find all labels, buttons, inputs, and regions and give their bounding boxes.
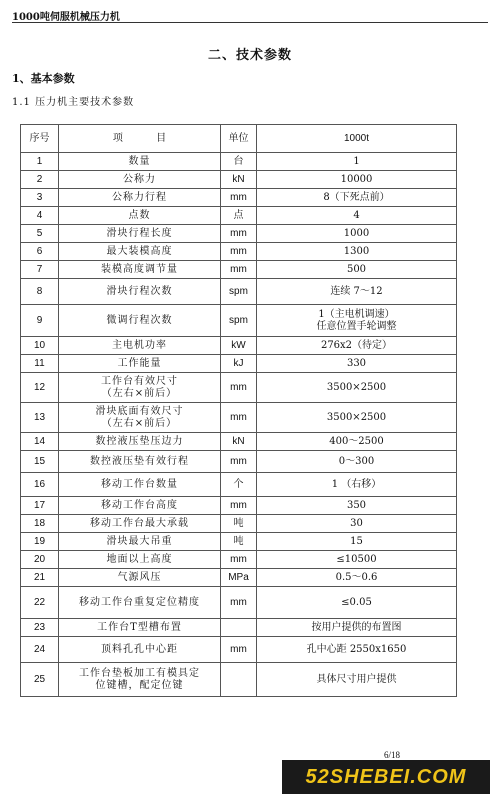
row-unit: 点: [221, 207, 257, 225]
row-value: [257, 337, 457, 355]
row-value-line: 3500×2500: [326, 411, 387, 423]
row-unit: kJ: [221, 355, 257, 373]
row-item: [59, 515, 221, 533]
row-item-line: 滑块行程长度: [106, 227, 173, 239]
row-index: 21: [21, 569, 59, 587]
row-unit: mm: [221, 189, 257, 207]
row-index: 9: [21, 305, 59, 337]
table-row: [21, 663, 457, 697]
table-row: [21, 619, 457, 637]
table-row: [21, 403, 457, 433]
row-item-line: 微调行程次数: [106, 314, 173, 326]
table-row: [21, 243, 457, 261]
table-row: [21, 207, 457, 225]
row-item-line: 工作台垫板加工有模具定: [79, 667, 200, 679]
row-value-line: 孔中心距 2550x1650: [306, 643, 407, 655]
row-value: [257, 171, 457, 189]
row-value: [257, 619, 457, 637]
row-unit: 吨: [221, 533, 257, 551]
table-row: [21, 533, 457, 551]
table-row: [21, 551, 457, 569]
row-value-line: 350: [346, 499, 367, 511]
row-item-line: 主电机功率: [112, 339, 167, 351]
row-item: [59, 261, 221, 279]
row-unit: mm: [221, 261, 257, 279]
row-value-line: 3500×2500: [326, 381, 387, 393]
row-item-line: 气源风压: [117, 571, 162, 583]
row-index: 24: [21, 637, 59, 663]
row-item-line: 数控液压垫有效行程: [90, 455, 189, 467]
row-unit: kN: [221, 171, 257, 189]
row-value-line: ≤0.05: [341, 596, 372, 608]
row-unit: [221, 663, 257, 697]
row-item-line: 点数: [128, 209, 151, 221]
row-value: [257, 403, 457, 433]
row-item: [59, 305, 221, 337]
row-item: [59, 473, 221, 497]
table-row: [21, 473, 457, 497]
row-value: [257, 663, 457, 697]
row-index: 2: [21, 171, 59, 189]
page-number: 6/18: [384, 750, 401, 760]
row-index: 12: [21, 373, 59, 403]
table-row: [21, 225, 457, 243]
header-unit: 单位: [221, 125, 257, 153]
row-item-line: 最大装模高度: [106, 245, 173, 257]
row-item-line: 地面以上高度: [106, 553, 173, 565]
row-value-line: 276x2（待定）: [320, 339, 393, 351]
row-item: [59, 189, 221, 207]
row-index: 6: [21, 243, 59, 261]
row-index: 1: [21, 153, 59, 171]
row-item-line: 滑块最大吊重: [106, 535, 173, 547]
row-item: [59, 433, 221, 451]
row-unit: mm: [221, 637, 257, 663]
table-row: [21, 451, 457, 473]
row-item: [59, 225, 221, 243]
row-value: [257, 451, 457, 473]
row-item-line: 装模高度调节量: [101, 263, 178, 275]
row-unit: [221, 619, 257, 637]
row-value: [257, 355, 457, 373]
table-header-row: [21, 125, 457, 153]
row-value-line: 按用户提供的布置图: [311, 621, 402, 633]
row-unit: mm: [221, 403, 257, 433]
table-row: [21, 153, 457, 171]
row-value: [257, 261, 457, 279]
row-unit: mm: [221, 373, 257, 403]
row-unit: 个: [221, 473, 257, 497]
row-item-line-2: （左右×前后）: [101, 417, 178, 429]
row-index: 19: [21, 533, 59, 551]
row-value: [257, 637, 457, 663]
row-value-line: 8（下死点前）: [323, 191, 390, 203]
row-item-line: 公称力: [123, 173, 156, 185]
row-value: [257, 551, 457, 569]
row-item: [59, 551, 221, 569]
table-row: [21, 261, 457, 279]
row-value-line: 连续 7～12: [330, 285, 383, 297]
row-index: 13: [21, 403, 59, 433]
row-value-line: 10000: [340, 173, 373, 185]
row-index: 4: [21, 207, 59, 225]
row-value-line: 具体尺寸用户提供: [316, 673, 397, 685]
row-item-line: 滑块底面有效尺寸: [95, 405, 184, 417]
row-value-line: 500: [346, 263, 367, 275]
row-unit: MPa: [221, 569, 257, 587]
row-value-line: 400～2500: [329, 435, 384, 447]
row-unit: mm: [221, 451, 257, 473]
table-row: [21, 569, 457, 587]
table-row: [21, 587, 457, 619]
row-value: [257, 515, 457, 533]
row-value-line: 1000: [343, 227, 370, 239]
row-unit: 台: [221, 153, 257, 171]
row-unit: mm: [221, 243, 257, 261]
row-index: 22: [21, 587, 59, 619]
row-value-line: 1（主电机调速）: [318, 308, 395, 320]
row-value-line: 1: [353, 155, 360, 167]
row-item-line: 顶料孔孔中心距: [101, 643, 178, 655]
row-item-line-2: （左右×前后）: [101, 387, 178, 399]
row-value: [257, 473, 457, 497]
row-index: 11: [21, 355, 59, 373]
row-unit: kN: [221, 433, 257, 451]
row-item-line: 公称力行程: [112, 191, 167, 203]
row-item-line: 工作台有效尺寸: [101, 375, 178, 387]
row-item: [59, 171, 221, 189]
row-item: [59, 243, 221, 261]
row-item-line: 数控液压垫压边力: [95, 435, 184, 447]
row-index: 5: [21, 225, 59, 243]
header-value: 1000t: [257, 125, 457, 153]
row-unit: mm: [221, 225, 257, 243]
row-index: 23: [21, 619, 59, 637]
row-item-line: 工作台T型槽布置: [97, 621, 182, 633]
row-value: [257, 225, 457, 243]
row-index: 25: [21, 663, 59, 697]
row-index: 3: [21, 189, 59, 207]
row-index: 20: [21, 551, 59, 569]
row-value: [257, 243, 457, 261]
table-row: [21, 279, 457, 305]
row-value-line: 4: [353, 209, 360, 221]
document-header: [12, 8, 488, 23]
row-item-line: 移动工作台最大承载: [90, 517, 189, 529]
watermark-logo: 52SHEBEI.COM: [282, 760, 490, 794]
row-item: [59, 337, 221, 355]
row-item-line: 移动工作台重复定位精度: [79, 596, 200, 608]
table-row: [21, 637, 457, 663]
row-value: [257, 373, 457, 403]
row-value-line: 1 （右移）: [331, 478, 382, 490]
row-index: 17: [21, 497, 59, 515]
row-item: [59, 587, 221, 619]
row-item: [59, 619, 221, 637]
sub-sub-title: 1.1 压力机主要技术参数: [12, 97, 135, 108]
row-unit: mm: [221, 497, 257, 515]
row-unit: spm: [221, 279, 257, 305]
row-value: [257, 207, 457, 225]
row-index: 14: [21, 433, 59, 451]
row-item: [59, 637, 221, 663]
row-value: [257, 587, 457, 619]
row-index: 8: [21, 279, 59, 305]
row-item: [59, 497, 221, 515]
table-row: [21, 337, 457, 355]
row-index: 18: [21, 515, 59, 533]
row-unit: mm: [221, 587, 257, 619]
table-row: [21, 189, 457, 207]
row-item-line: 移动工作台数量: [101, 478, 178, 490]
row-item-line: 数量: [128, 155, 151, 167]
row-unit: spm: [221, 305, 257, 337]
section-title: 二、技术参数: [207, 48, 292, 63]
row-value: [257, 153, 457, 171]
row-item: [59, 663, 221, 697]
document-header-title: 1000吨伺服机械压力机: [12, 12, 120, 23]
row-value-line: 0～300: [338, 455, 375, 467]
row-unit: kW: [221, 337, 257, 355]
row-value: [257, 433, 457, 451]
row-value: [257, 497, 457, 515]
row-item: [59, 403, 221, 433]
row-value-line-2: 任意位置手轮调整: [316, 320, 397, 332]
row-value-line: 30: [350, 517, 363, 529]
row-unit: mm: [221, 551, 257, 569]
table-row: [21, 497, 457, 515]
row-item: [59, 355, 221, 373]
row-item-line: 移动工作台高度: [101, 499, 178, 511]
header-index: 序号: [21, 125, 59, 153]
row-value: [257, 533, 457, 551]
row-item-line: 滑块行程次数: [106, 285, 173, 297]
row-item: [59, 451, 221, 473]
row-item: [59, 207, 221, 225]
technical-parameters-table: [20, 124, 457, 697]
row-index: 15: [21, 451, 59, 473]
table-row: [21, 355, 457, 373]
row-item: [59, 569, 221, 587]
row-index: 16: [21, 473, 59, 497]
table-row: [21, 305, 457, 337]
row-value-line: 15: [350, 535, 363, 547]
row-item-line-2: 位键槽，配定位键: [95, 679, 184, 691]
row-value: [257, 305, 457, 337]
row-item: [59, 153, 221, 171]
header-item: 项 目: [59, 125, 221, 153]
row-value: [257, 569, 457, 587]
row-value-line: 0.5～0.6: [335, 571, 378, 583]
row-index: 10: [21, 337, 59, 355]
table-row: [21, 515, 457, 533]
row-value-line: 330: [346, 357, 367, 369]
row-item-line: 工作能量: [117, 357, 162, 369]
row-item: [59, 279, 221, 305]
row-index: 7: [21, 261, 59, 279]
row-item: [59, 373, 221, 403]
row-unit: 吨: [221, 515, 257, 533]
row-item: [59, 533, 221, 551]
sub-title: 1、基本参数: [12, 72, 75, 85]
table-row: [21, 433, 457, 451]
row-value-line: ≤10500: [336, 553, 377, 565]
row-value: [257, 189, 457, 207]
row-value: [257, 279, 457, 305]
table-row: [21, 373, 457, 403]
row-value-line: 1300: [343, 245, 370, 257]
table-row: [21, 171, 457, 189]
